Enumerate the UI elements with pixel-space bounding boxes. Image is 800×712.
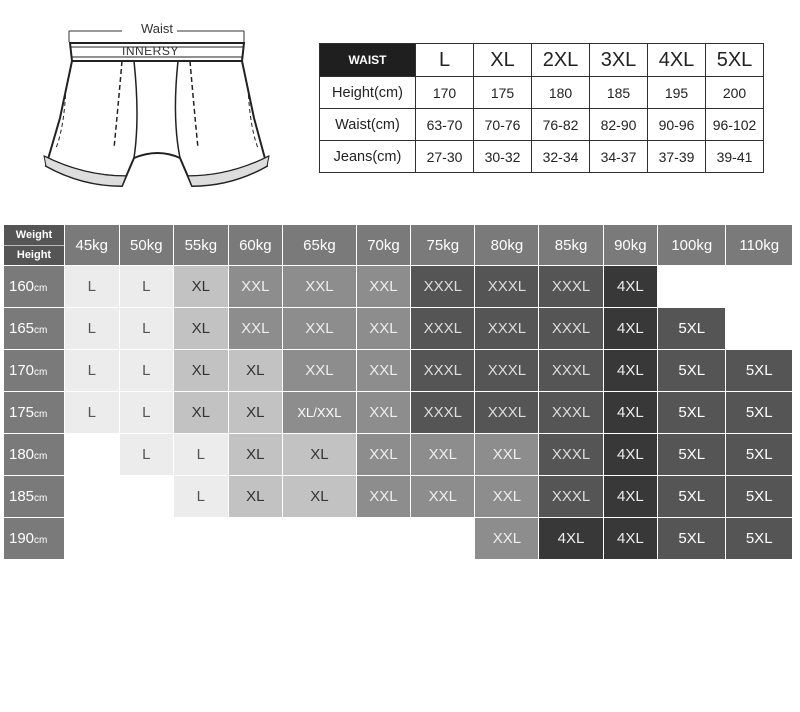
- height-unit: cm: [34, 451, 48, 462]
- height-value: 180: [9, 446, 35, 463]
- size-cell: 4XL: [604, 476, 658, 517]
- height-row: [320, 77, 764, 109]
- size-header: 4XL: [648, 44, 706, 77]
- size-cell: XL: [229, 434, 283, 475]
- size-cell: [229, 518, 283, 559]
- size-cell: L: [65, 392, 119, 433]
- weight-header: 45kg: [65, 225, 119, 265]
- height-value: 170: [9, 362, 35, 379]
- size-cell: XXL: [475, 476, 538, 517]
- height-unit: cm: [34, 283, 48, 294]
- boxer-illustration: [22, 18, 292, 198]
- size-value: 63-70: [416, 109, 474, 141]
- size-cell: XL: [229, 350, 283, 391]
- size-cell: L: [65, 266, 119, 307]
- size-value: 76-82: [532, 109, 590, 141]
- height-value: 165: [9, 320, 35, 337]
- size-value: 180: [532, 77, 590, 109]
- height-label: [4, 392, 64, 433]
- size-cell: XL: [229, 476, 283, 517]
- height-row: [4, 308, 792, 349]
- size-value: 37-39: [648, 141, 706, 173]
- size-cell: XL/XXL: [283, 392, 356, 433]
- height-unit: cm: [34, 367, 48, 378]
- size-value: 90-96: [648, 109, 706, 141]
- waist-label: Waist: [140, 21, 174, 36]
- size-cell: [65, 434, 119, 475]
- height-unit: cm: [34, 325, 48, 336]
- height-label: [4, 350, 64, 391]
- row-label: Height(cm): [320, 77, 416, 109]
- size-cell: XXL: [229, 266, 283, 307]
- size-cell: [120, 476, 174, 517]
- height-label: [4, 308, 64, 349]
- size-cell: 5XL: [726, 392, 792, 433]
- size-cell: XXXL: [411, 350, 474, 391]
- size-cell: XXXL: [539, 392, 602, 433]
- size-cell: XL: [174, 308, 228, 349]
- height-unit: cm: [34, 409, 48, 420]
- size-cell: XL: [174, 266, 228, 307]
- size-cell: XXXL: [539, 266, 602, 307]
- height-value: 160: [9, 278, 35, 295]
- size-cell: L: [120, 350, 174, 391]
- height-value: 190: [9, 530, 35, 547]
- weight-header-row: [4, 225, 792, 265]
- size-cell: L: [65, 308, 119, 349]
- size-cell: XXL: [357, 434, 411, 475]
- size-cell: [726, 308, 792, 349]
- size-value: 175: [474, 77, 532, 109]
- size-cell: XXXL: [475, 308, 538, 349]
- size-table: [319, 43, 764, 173]
- size-value: 200: [706, 77, 764, 109]
- height-unit: cm: [34, 535, 48, 546]
- size-value: 32-34: [532, 141, 590, 173]
- height-row: [4, 392, 792, 433]
- size-cell: XXXL: [411, 308, 474, 349]
- size-cell: [174, 518, 228, 559]
- weight-header: 110kg: [726, 225, 792, 265]
- size-cell: [726, 266, 792, 307]
- size-cell: XXXL: [539, 434, 602, 475]
- size-cell: L: [174, 476, 228, 517]
- size-cell: 4XL: [539, 518, 602, 559]
- weight-header: 50kg: [120, 225, 174, 265]
- grid-corner: [4, 225, 64, 265]
- size-cell: L: [120, 392, 174, 433]
- size-cell: XXXL: [539, 350, 602, 391]
- weight-header: 85kg: [539, 225, 602, 265]
- size-cell: L: [174, 434, 228, 475]
- size-cell: [411, 518, 474, 559]
- height-value: 185: [9, 488, 35, 505]
- waist-row: [320, 109, 764, 141]
- height-unit: cm: [34, 493, 48, 504]
- size-cell: XXL: [229, 308, 283, 349]
- size-cell: 4XL: [604, 266, 658, 307]
- size-cell: XL: [283, 434, 356, 475]
- size-cell: 4XL: [604, 518, 658, 559]
- size-cell: XXL: [357, 476, 411, 517]
- size-cell: XXXL: [475, 350, 538, 391]
- size-header: L: [416, 44, 474, 77]
- size-cell: 5XL: [658, 308, 725, 349]
- size-cell: 5XL: [658, 392, 725, 433]
- size-cell: L: [65, 350, 119, 391]
- size-cell: 4XL: [604, 392, 658, 433]
- size-cell: [658, 266, 725, 307]
- size-cell: L: [120, 266, 174, 307]
- jeans-row: [320, 141, 764, 173]
- weight-header: 100kg: [658, 225, 725, 265]
- size-cell: XXXL: [475, 266, 538, 307]
- weight-header: 55kg: [174, 225, 228, 265]
- height-label: [4, 518, 64, 559]
- size-cell: XXXL: [539, 476, 602, 517]
- size-table-header: [320, 44, 764, 77]
- size-value: 195: [648, 77, 706, 109]
- size-cell: 5XL: [726, 434, 792, 475]
- weight-header: 75kg: [411, 225, 474, 265]
- size-cell: 4XL: [604, 350, 658, 391]
- size-cell: XXXL: [411, 266, 474, 307]
- size-cell: 5XL: [658, 350, 725, 391]
- size-cell: XL: [283, 476, 356, 517]
- size-cell: XXL: [475, 518, 538, 559]
- size-value: 70-76: [474, 109, 532, 141]
- size-header: 3XL: [590, 44, 648, 77]
- size-cell: XXXL: [475, 392, 538, 433]
- height-row: [4, 266, 792, 307]
- size-cell: 5XL: [726, 350, 792, 391]
- size-cell: L: [120, 434, 174, 475]
- size-cell: [357, 518, 411, 559]
- weight-header: 90kg: [604, 225, 658, 265]
- size-cell: XXL: [283, 308, 356, 349]
- size-cell: 5XL: [658, 518, 725, 559]
- size-cell: XXL: [411, 434, 474, 475]
- height-label: [4, 266, 64, 307]
- size-cell: 4XL: [604, 434, 658, 475]
- waist-header: WAIST: [320, 44, 416, 77]
- size-cell: XXXL: [539, 308, 602, 349]
- height-label: [4, 476, 64, 517]
- size-value: 34-37: [590, 141, 648, 173]
- size-header: 2XL: [532, 44, 590, 77]
- size-cell: L: [120, 308, 174, 349]
- size-cell: [120, 518, 174, 559]
- size-value: 82-90: [590, 109, 648, 141]
- size-value: 39-41: [706, 141, 764, 173]
- size-cell: XXL: [411, 476, 474, 517]
- size-cell: XXL: [283, 350, 356, 391]
- size-cell: XL: [229, 392, 283, 433]
- size-cell: XXL: [283, 266, 356, 307]
- size-cell: XXXL: [411, 392, 474, 433]
- size-cell: 4XL: [604, 308, 658, 349]
- height-axis-label: Height: [16, 248, 52, 261]
- weight-height-grid: [3, 224, 793, 560]
- size-value: 96-102: [706, 109, 764, 141]
- brand-label: INNERSY: [122, 44, 179, 58]
- weight-header: 60kg: [229, 225, 283, 265]
- row-label: Jeans(cm): [320, 141, 416, 173]
- size-cell: XL: [174, 350, 228, 391]
- size-cell: [283, 518, 356, 559]
- size-cell: XXL: [475, 434, 538, 475]
- weight-axis-label: Weight: [4, 226, 64, 246]
- height-row: [4, 434, 792, 475]
- size-header: 5XL: [706, 44, 764, 77]
- size-cell: 5XL: [658, 434, 725, 475]
- size-cell: 5XL: [726, 518, 792, 559]
- size-cell: XXL: [357, 308, 411, 349]
- size-value: 30-32: [474, 141, 532, 173]
- weight-header: 80kg: [475, 225, 538, 265]
- size-cell: 5XL: [726, 476, 792, 517]
- height-value: 175: [9, 404, 35, 421]
- weight-header: 65kg: [283, 225, 356, 265]
- size-cell: XL: [174, 392, 228, 433]
- size-value: 185: [590, 77, 648, 109]
- size-value: 27-30: [416, 141, 474, 173]
- height-label: [4, 434, 64, 475]
- size-cell: [65, 476, 119, 517]
- row-label: Waist(cm): [320, 109, 416, 141]
- weight-header: 70kg: [357, 225, 411, 265]
- size-value: 170: [416, 77, 474, 109]
- height-row: [4, 350, 792, 391]
- size-cell: XXL: [357, 350, 411, 391]
- size-cell: XXL: [357, 392, 411, 433]
- size-cell: 5XL: [658, 476, 725, 517]
- size-cell: [65, 518, 119, 559]
- boxer-briefs-icon: [22, 18, 292, 198]
- size-cell: XXL: [357, 266, 411, 307]
- height-row: [4, 476, 792, 517]
- height-row: [4, 518, 792, 559]
- size-header: XL: [474, 44, 532, 77]
